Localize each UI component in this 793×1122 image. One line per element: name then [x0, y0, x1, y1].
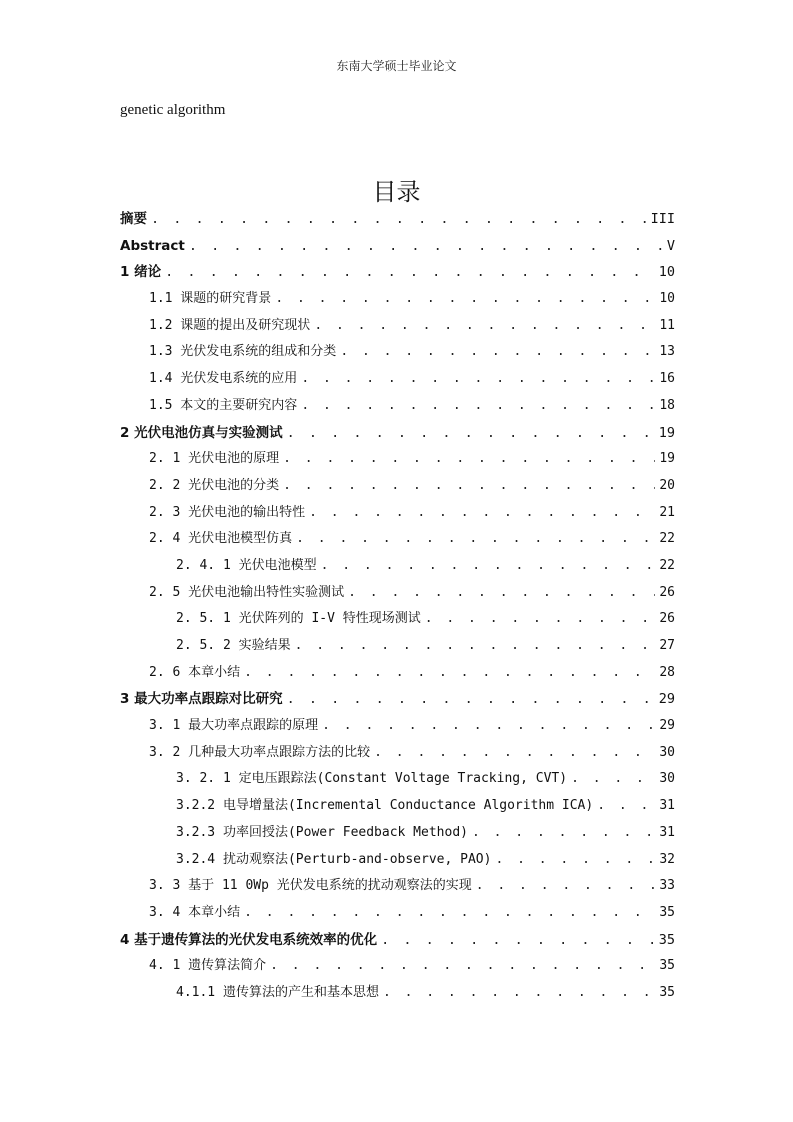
toc-entry-page: 30: [659, 744, 675, 760]
toc-entry[interactable]: [120, 980, 675, 1007]
toc-entry[interactable]: [120, 339, 675, 366]
toc-leader-dots: [165, 259, 655, 286]
toc-leader-dots: [275, 286, 655, 313]
toc-entry-page: 10: [659, 291, 675, 307]
toc-entry-label: 2. 3 光伏电池的输出特性: [149, 504, 306, 520]
toc-leader-dots: [314, 313, 655, 340]
toc-entry-page: 19: [658, 424, 675, 441]
toc-entry-page: 31: [659, 824, 675, 840]
toc-entry[interactable]: [120, 446, 675, 473]
toc-entry[interactable]: [120, 473, 675, 500]
toc-entry-label: 4.1.1 遗传算法的产生和基本思想: [176, 984, 379, 1000]
toc-leader-dots: [321, 553, 656, 580]
toc-entry-page: 32: [659, 851, 675, 867]
toc-entry-page: 16: [659, 371, 675, 387]
toc-leader-dots: [244, 660, 655, 687]
toc-leader-dots: [301, 366, 655, 393]
toc-leader-dots: [296, 526, 655, 553]
toc-entry-label: 1.2 课题的提出及研究现状: [149, 317, 311, 333]
toc-leader-dots: [270, 953, 655, 980]
toc-entry-page: 29: [659, 718, 675, 734]
toc-entry-page: 22: [659, 531, 675, 547]
toc-entry[interactable]: [120, 873, 675, 900]
toc-leader-dots: [287, 686, 655, 713]
toc-entry-page: 35: [659, 904, 675, 920]
toc-leader-dots: [301, 393, 655, 420]
toc-entry-page: 20: [659, 477, 675, 493]
toc-leader-dots: [283, 473, 655, 500]
toc-entry-page: 26: [659, 611, 675, 627]
toc-entry-page: 33: [659, 878, 675, 894]
toc-entry-page: 21: [659, 504, 675, 520]
toc-entry-page: 22: [659, 557, 675, 573]
toc-entry-label: 3. 2 几种最大功率点跟踪方法的比较: [149, 744, 371, 760]
toc-entry[interactable]: [120, 606, 675, 633]
toc-entry-label: 2. 1 光伏电池的原理: [149, 451, 280, 467]
toc-entry-label: 3 最大功率点跟踪对比研究: [120, 691, 283, 708]
toc-entry-page: 35: [659, 984, 675, 1000]
toc-entry-label: 2. 5. 1 光伏阵列的 I-V 特性现场测试: [176, 611, 421, 627]
toc-entry[interactable]: [120, 259, 675, 286]
toc-entry-label: 1.5 本文的主要研究内容: [149, 397, 298, 413]
toc-leader-dots: [309, 500, 655, 527]
toc-entry[interactable]: [120, 766, 675, 793]
toc-entry-label: 2. 5. 2 实验结果: [176, 638, 291, 653]
toc-entry[interactable]: [120, 953, 675, 980]
toc-leader-dots: [322, 713, 655, 740]
toc-entry[interactable]: [120, 553, 675, 580]
toc-leader-dots: [283, 446, 655, 473]
toc-leader-dots: [472, 820, 655, 847]
toc-entry-label: 2. 4 光伏电池模型仿真: [149, 531, 293, 547]
toc-leader-dots: [287, 420, 655, 447]
toc-entry-label: 1.4 光伏发电系统的应用: [149, 371, 298, 387]
toc-entry-label: 3.2.3 功率回授法(Power Feedback Method): [176, 824, 468, 840]
toc-entry[interactable]: [120, 580, 675, 607]
toc-entry[interactable]: [120, 633, 675, 660]
toc-entry-label: 1.3 光伏发电系统的组成和分类: [149, 344, 337, 360]
toc-entry-label: 4 基于遗传算法的光伏发电系统效率的优化: [120, 931, 378, 948]
toc-entry[interactable]: [120, 713, 675, 740]
toc-leader-dots: [340, 339, 655, 366]
toc-entry-page: 26: [659, 584, 675, 600]
toc-entry-page: 35: [658, 931, 675, 948]
toc-leader-dots: [295, 633, 656, 660]
toc-entry-page: 28: [659, 664, 675, 680]
toc-entry[interactable]: [120, 900, 675, 927]
toc-entry-label: 2. 2 光伏电池的分类: [149, 477, 280, 493]
toc-entry-label: 3. 4 本章小结: [149, 904, 241, 920]
toc-leader-dots: [597, 793, 655, 820]
toc-entry-page: III: [650, 211, 675, 227]
toc-entry-page: 18: [659, 397, 675, 413]
toc-entry-label: 1 绪论: [120, 264, 162, 281]
toc-entry[interactable]: [120, 206, 675, 233]
toc-entry-page: V: [666, 237, 675, 254]
toc-entry[interactable]: [120, 526, 675, 553]
toc-entry-page: 30: [659, 771, 675, 787]
toc-entry-page: 27: [659, 638, 675, 653]
toc-leader-dots: [374, 740, 655, 767]
toc-leader-dots: [383, 980, 655, 1007]
toc-entry-label: 3.2.4 扰动观察法(Perturb-and-observe, PAO): [176, 851, 492, 867]
toc-entry-page: 13: [659, 344, 675, 360]
toc-entry[interactable]: [120, 927, 675, 954]
toc-entry-page: 11: [659, 317, 675, 333]
toc-entry-label: Abstract: [120, 237, 185, 254]
carryover-text: genetic algorithm: [120, 102, 226, 118]
toc-leader-dots: [425, 606, 656, 633]
toc-leader-dots: [476, 873, 656, 900]
toc-entry[interactable]: [120, 793, 675, 820]
toc-entry[interactable]: [120, 686, 675, 713]
toc-entry-label: 摘要: [120, 211, 147, 227]
toc-entry-label: 2. 6 本章小结: [149, 664, 241, 680]
toc-entry-label: 2. 4. 1 光伏电池模型: [176, 557, 317, 573]
toc-leader-dots: [189, 233, 663, 260]
toc-leader-dots: [381, 927, 655, 954]
toc-entry-page: 29: [658, 691, 675, 708]
toc-entry[interactable]: [120, 393, 675, 420]
toc-entry[interactable]: [120, 740, 675, 767]
toc-entry-label: 3. 2. 1 定电压跟踪法(Constant Voltage Tracking, CVT): [176, 771, 568, 787]
toc-entry-page: 31: [659, 798, 675, 814]
toc-entry-label: 2. 5 光伏电池输出特性实验测试: [149, 584, 345, 600]
toc-leader-dots: [571, 766, 655, 793]
toc-leader-dots: [495, 847, 655, 874]
table-of-contents: [120, 206, 675, 1007]
running-header: 东南大学硕士毕业论文: [336, 59, 457, 73]
toc-entry[interactable]: [120, 500, 675, 527]
toc-entry-label: 3. 1 最大功率点跟踪的原理: [149, 718, 319, 734]
toc-entry[interactable]: [120, 847, 675, 874]
toc-leader-dots: [348, 580, 655, 607]
toc-leader-dots: [244, 900, 655, 927]
toc-leader-dots: [151, 206, 647, 233]
toc-entry-label: 1.1 课题的研究背景: [149, 291, 272, 307]
toc-entry-label: 3.2.2 电导增量法(Incremental Conductance Algorithm ICA): [176, 798, 594, 814]
toc-entry[interactable]: [120, 366, 675, 393]
toc-entry[interactable]: [120, 420, 675, 447]
toc-entry[interactable]: [120, 660, 675, 687]
toc-entry-label: 2 光伏电池仿真与实验测试: [120, 424, 283, 441]
toc-entry-page: 35: [659, 958, 675, 974]
toc-entry[interactable]: [120, 820, 675, 847]
toc-entry[interactable]: [120, 286, 675, 313]
toc-entry[interactable]: [120, 233, 675, 260]
toc-title: 目录: [372, 178, 421, 206]
toc-entry-page: 10: [658, 264, 675, 281]
toc-entry-label: 3. 3 基于 11 0Wp 光伏发电系统的扰动观察法的实现: [149, 878, 472, 894]
toc-entry-page: 19: [659, 451, 675, 467]
toc-entry-label: 4. 1 遗传算法简介: [149, 958, 267, 974]
toc-entry[interactable]: [120, 313, 675, 340]
